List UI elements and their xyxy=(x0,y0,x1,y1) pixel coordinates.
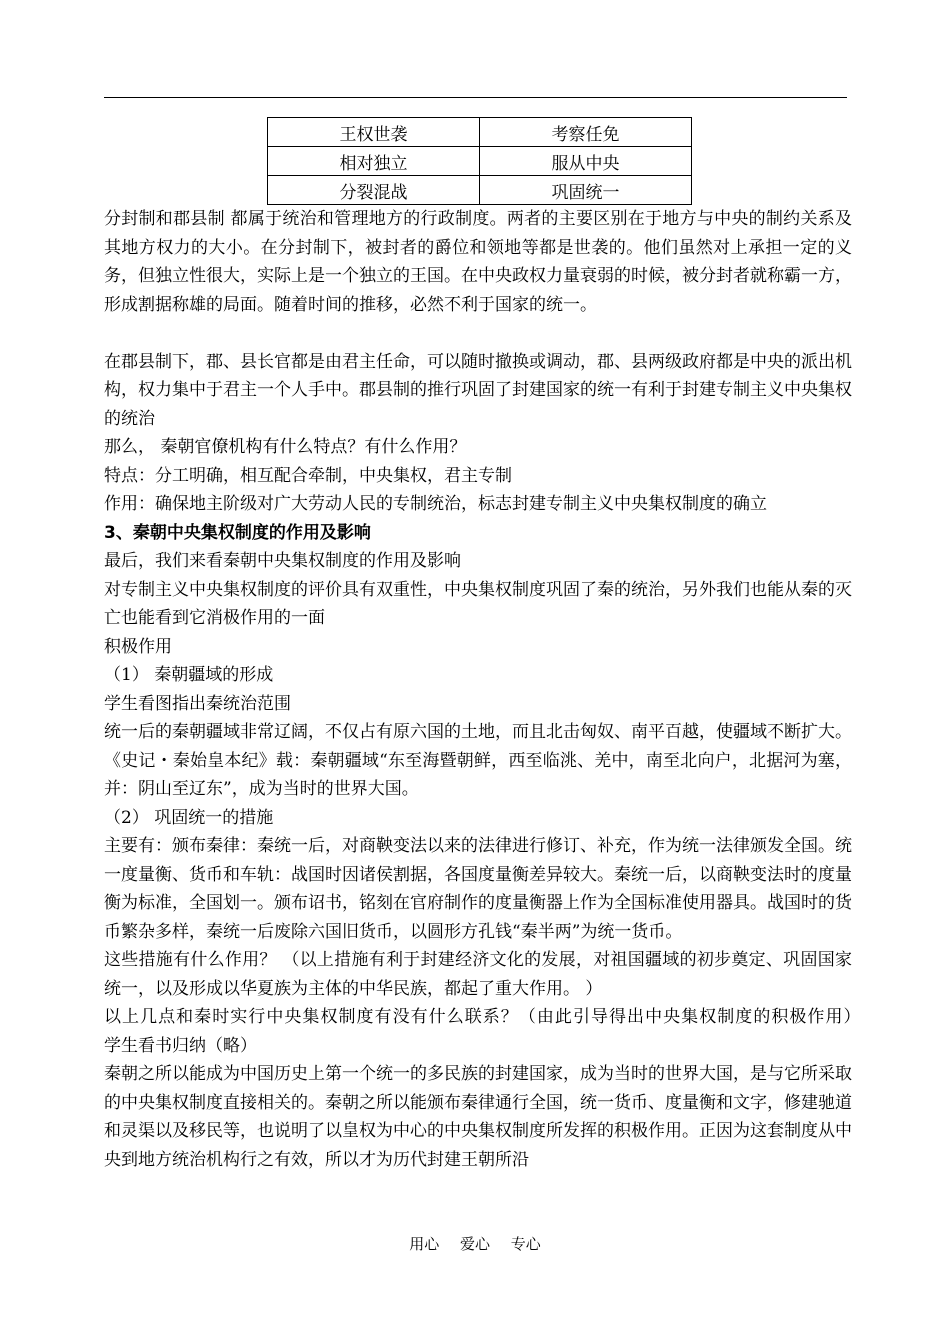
paragraph: （2） 巩固统一的措施 xyxy=(104,807,274,828)
table-cell: 服从中央 xyxy=(480,147,692,176)
footer-text: 专心 xyxy=(510,1235,541,1253)
paragraph: 那么， 秦朝官僚机构有什么特点？有什么作用？ xyxy=(104,437,467,457)
paragraph: 学生看图指出秦统治范围 xyxy=(104,693,291,714)
paragraph: 秦朝之所以能成为中国历史上第一个统一的多民族的封建国家，成为当时的世界大国，是与它所采取的中央集权制度直接相关的。秦朝之所以能颁布秦律通行全国，统一货币、度量衡和文字，修建驰道和灵渠以及移民等，也说明了以皇权为中心的中央集权制度所发挥的积极作用。正因为这套制度从中央到地方统治机构行之有效，所以才为历代封建王朝所沿 xyxy=(104,1064,852,1170)
paragraph: 以上几点和秦时实行中央集权制度有没有什么联系？（由此引导得出中央集权制度的积极作用） 学生看书归纳（略） xyxy=(104,1007,903,1056)
paragraph: 最后，我们来看秦朝中央集权制度的作用及影响 xyxy=(104,551,461,571)
footer-text: 用心 xyxy=(409,1235,440,1253)
table-row xyxy=(268,176,692,205)
table-row xyxy=(268,147,692,176)
comparison-table xyxy=(267,117,692,205)
table-cell: 王权世袭 xyxy=(268,118,480,147)
paragraph: 积极作用 xyxy=(104,636,172,657)
footer-text: 爱心 xyxy=(459,1235,490,1253)
table-cell: 相对独立 xyxy=(268,147,480,176)
table-cell: 巩固统一 xyxy=(480,176,692,205)
paragraph: 这些措施有什么作用？ （以上措施有利于封建经济文化的发展，对祖国疆域的初步奠定、巩固国家统一，以及形成以华夏族为主体的中华民族，都起了重大作用。 ） xyxy=(104,950,852,999)
document-body xyxy=(104,205,903,1174)
paragraph: 在郡县制下，郡、县长官都是由君主任命，可以随时撤换或调动，郡、县两级政府都是中央的派出机构，权力集中于君主一个人手中。郡县制的推行巩固了封建国家的统一有利于封建专制主义中央集权的统治 xyxy=(104,351,852,429)
blank-line xyxy=(104,319,852,348)
table-cell: 考察任免 xyxy=(480,118,692,147)
section-heading: 3、秦朝中央集权制度的作用及影响 xyxy=(104,522,371,543)
paragraph: 作用：确保地主阶级对广大劳动人民的专制统治，标志封建专制主义中央集权制度的确立 xyxy=(104,494,767,514)
table-row xyxy=(268,118,692,147)
paragraph: 对专制主义中央集权制度的评价具有双重性，中央集权制度巩固了秦的统治，另外我们也能从秦的灭亡也能看到它消极作用的一面 xyxy=(104,579,852,628)
paragraph: 分封制和郡县制 都属于统治和管理地方的行政制度。两者的主要区别在于地方与中央的制约关系及其地方权力的大小。在分封制下，被封者的爵位和领地等都是世袭的。他们虽然对上承担一定的义务，但独立性很大，实际上是一个独立的王国。在中央政权力量衰弱的时候，被分封者就称霸一方，形成割据称雄的局面。随着时间的推移，必然不利于国家的统一。 xyxy=(104,209,852,315)
paragraph: （1） 秦朝疆域的形成 xyxy=(104,665,274,685)
header-rule xyxy=(104,97,847,98)
paragraph: 主要有：颁布秦律：秦统一后，对商鞅变法以来的法律进行修订、补充，作为统一法律颁发全国。统一度量衡、货币和车轨：战国时因诸侯割据，各国度量衡差异较大。秦统一后，以商鞅变法时的度量衡为标准，全国划一。颁布诏书，铭刻在官府制作的度量衡器上作为全国标准使用器具。战国时的货币繁杂多样，秦统一后废除六国旧货币，以圆形方孔钱“秦半两”为统一货币。 xyxy=(104,836,852,942)
paragraph: 特点：分工明确，相互配合牵制，中央集权，君主专制 xyxy=(104,465,512,486)
paragraph: 统一后的秦朝疆域非常辽阔，不仅占有原六国的土地，而且北击匈奴、南平百越，使疆域不断扩大。《史记・秦始皇本纪》载：秦朝疆域“东至海暨朝鲜，西至临洮、羌中，南至北向户，北据河为塞，并：阴山至辽东”，成为当时的世界大国。 xyxy=(104,722,852,799)
page-footer xyxy=(0,1233,950,1254)
table-cell: 分裂混战 xyxy=(268,176,480,205)
